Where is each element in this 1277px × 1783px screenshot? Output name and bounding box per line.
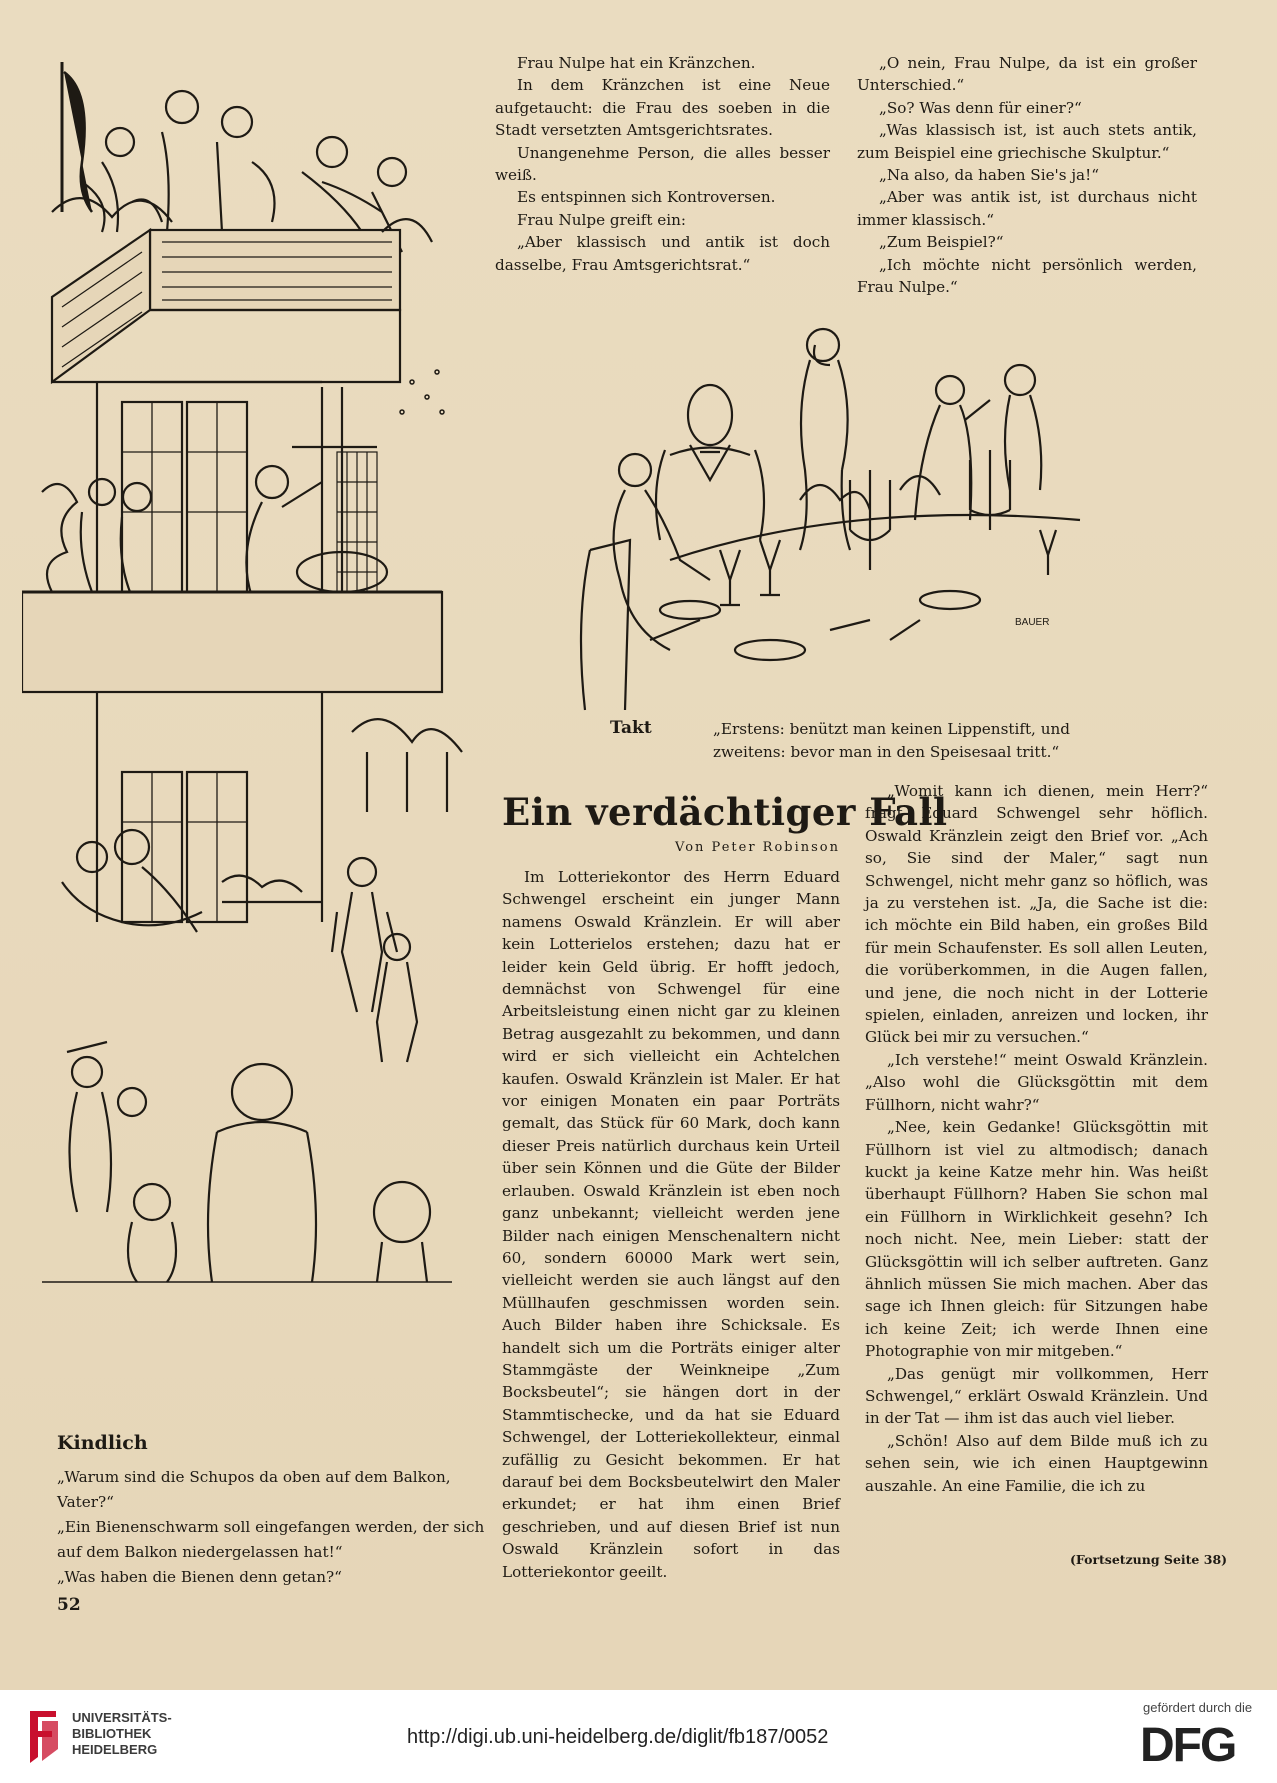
kindlich-line: „Warum sind die Schupos da oben auf dem Balkon, Vater?“ [57, 1468, 451, 1511]
takt-line2: zweitens: bevor man in den Speisesaal tritt.“ [713, 743, 1060, 761]
funding-note: gefördert durch die [1143, 1700, 1253, 1715]
kindlich-text [57, 1465, 487, 1590]
story-paragraph: Im Lotteriekontor des Herrn Eduard Schwengel erscheint ein junger Mann namens Oswald Kränzlein. Er will aber kein Lotterielos erstehen; dazu hat er leider kein Geld übrig. Er hofft jedoch, demnächst von Schwengel für eine Arbeitsleistung einen nicht gar zu kleinen Betrag ausgezahlt zu bekommen, und dann wird er sich vielleicht ein Achtelchen kaufen. Oswald Kränzlein ist Maler. Er hat vor einigen Monaten ein paar Porträts gemalt, das Stück für 60 Mark, doch kann dieser Preis natürlich durchaus kein Urteil über sein Können und die Güte der Bilder erlauben. Oswald Kränzlein ist eben noch ganz unbekannt; vielleicht werden jene Bilder nach einigen Menschenaltern nicht 60, sondern 60000 Mark wert sein, vielleicht werden sie auch längst auf den Müllhaufen geschmissen worden sein. Auch Bilder haben ihre Schicksale. Es handelt sich um die Porträts einiger alter Stammgäste der Weinkneipe „Zum Bocksbeutel“; sie hängen dort in der Stammtischecke, und da hat sie Eduard Schwengel, der Lotteriekollekteur, einmal zufällig zu Gesicht bekommen. Er hat darauf bei dem Bocksbeutelwirt den Maler erkundet; er hat ihm einen Brief geschrieben, und auf diesen Brief ist nun Oswald Kränzlein sofort in das Lotteriekontor geeilt. [502, 868, 840, 1581]
artist-signature: BAUER [1015, 617, 1050, 628]
kraenzchen-line: „So? Was denn für einer?“ [879, 98, 1082, 117]
story-paragraph: „Schön! Also auf dem Bilde muß ich zu sehen sein, wie ich einen Hauptgewinn auszahle. An eine Familie, die ich zu [865, 1431, 1208, 1495]
story-paragraph: „Ich verstehe!“ meint Oswald Kränzlein. „Also wohl die Glücksgöttin mit dem Füllhorn, nicht wahr?“ [865, 1050, 1208, 1114]
kraenzchen-line: Frau Nulpe hat ein Kränzchen. [517, 54, 756, 72]
kraenzchen-line: „Aber klassisch und antik ist doch dasselbe, Frau Amtsgerichtsrat.“ [495, 233, 830, 274]
building-illustration [22, 52, 482, 1412]
story-col2 [865, 780, 1208, 1497]
kraenzchen-line: „O nein, Frau Nulpe, da ist ein großer Unterschied.“ [857, 54, 1197, 95]
kraenzchen-line: „Ich möchte nicht persönlich werden, Frau Nulpe.“ [857, 255, 1197, 297]
university-logo-icon [26, 1709, 62, 1765]
kindlich-title: Kindlich [57, 1432, 148, 1454]
dfg-logo[interactable]: DFG [1140, 1719, 1236, 1772]
dinner-illustration [570, 320, 1140, 720]
kraenzchen-line: Unangenehme Person, die alles besser weiß. [495, 143, 830, 185]
story-col1 [502, 866, 840, 1583]
story-paragraph: „Womit kann ich dienen, mein Herr?“ fragt Eduard Schwengel sehr höflich. Oswald Kränzlein zeigt den Brief vor. „Ach so, Sie sind der Maler,“ sagt nun Schwengel, nicht mehr ganz so höflich, was ja zu verstehen ist. „Ja, die Sache ist die: ich möchte ein Bild haben, ein großes Bild für mein Schaufenster. Es soll allen Leuten, die vorüberkommen, in die Augen fallen, und jene, die noch nicht in der Lotterie spielen, einladen, anreizen und locken, ihr Glück bei mir zu versuchen.“ [865, 782, 1208, 1047]
story-paragraph: „Das genügt mir vollkommen, Herr Schwengel,“ erklärt Oswald Kränzlein. Und in der Tat — ihm ist das auch viel lieber. [865, 1364, 1208, 1428]
institution-line: HEIDELBERG [72, 1742, 158, 1757]
kraenzchen-line: In dem Kränzchen ist eine Neue aufgetaucht: die Frau des soeben in die Stadt versetzten Amtsgerichtsrates. [495, 76, 830, 140]
kraenzchen-line: „Was klassisch ist, ist auch stets antik, zum Beispiel eine griechische Skulptur.“ [857, 121, 1197, 162]
institution-line: UNIVERSITÄTS- [72, 1710, 172, 1725]
continuation-note: (Fortsetzung Seite 38) [1070, 1552, 1228, 1567]
story-paragraph: „Nee, kein Gedanke! Glücksgöttin mit Füllhorn ist viel zu altmodisch; danach kuckt ja keine Katze mehr hin. Was heißt überhaupt Füllhorn? Haben Sie schon mal ein Füllhorn in Wirklichkeit gesehn? Ich noch nicht. Nee, mein Lieber: statt der Glücksgöttin will ich selber auftreten. Ganz ähnlich müssen Sie mich machen. Aber das sage ich Ihnen gleich: für Sitzungen habe ich keine Zeit; ich werde Ihnen eine Photographie von mir mitgeben.“ [865, 1118, 1208, 1361]
takt-line1: „Erstens: benützt man keinen Lippenstift, und [713, 720, 1070, 738]
kindlich-line: „Ein Bienenschwarm soll eingefangen werden, der sich auf dem Balkon niedergelassen hat!“ [57, 1518, 485, 1561]
kraenzchen-line: „Aber was antik ist, ist durchaus nicht immer klassisch.“ [857, 188, 1197, 229]
kraenzchen-line: Frau Nulpe greift ein: [517, 210, 687, 229]
kraenzchen-line: „Na also, da haben Sie's ja!“ [879, 166, 1099, 185]
kraenzchen-line: Es entspinnen sich Kontroversen. [517, 188, 776, 207]
footer-bar [0, 1690, 1277, 1783]
kraenzchen-line: „Zum Beispiel?“ [879, 233, 1004, 252]
source-url-link[interactable]: http://digi.ub.uni-heidelberg.de/diglit/fb187/0052 [407, 1726, 829, 1748]
institution-name[interactable] [72, 1710, 172, 1758]
institution-line: BIBLIOTHEK [72, 1726, 152, 1741]
story-title: Ein verdächtiger Fall [502, 790, 948, 834]
page-number: 52 [57, 1595, 81, 1615]
kraenzchen-col2 [857, 52, 1197, 298]
story-byline: Von Peter Robinson [675, 840, 840, 855]
kraenzchen-col1 [495, 52, 830, 276]
takt-label: Takt [610, 718, 652, 738]
kindlich-line: „Was haben die Bienen denn getan?“ [57, 1568, 342, 1586]
